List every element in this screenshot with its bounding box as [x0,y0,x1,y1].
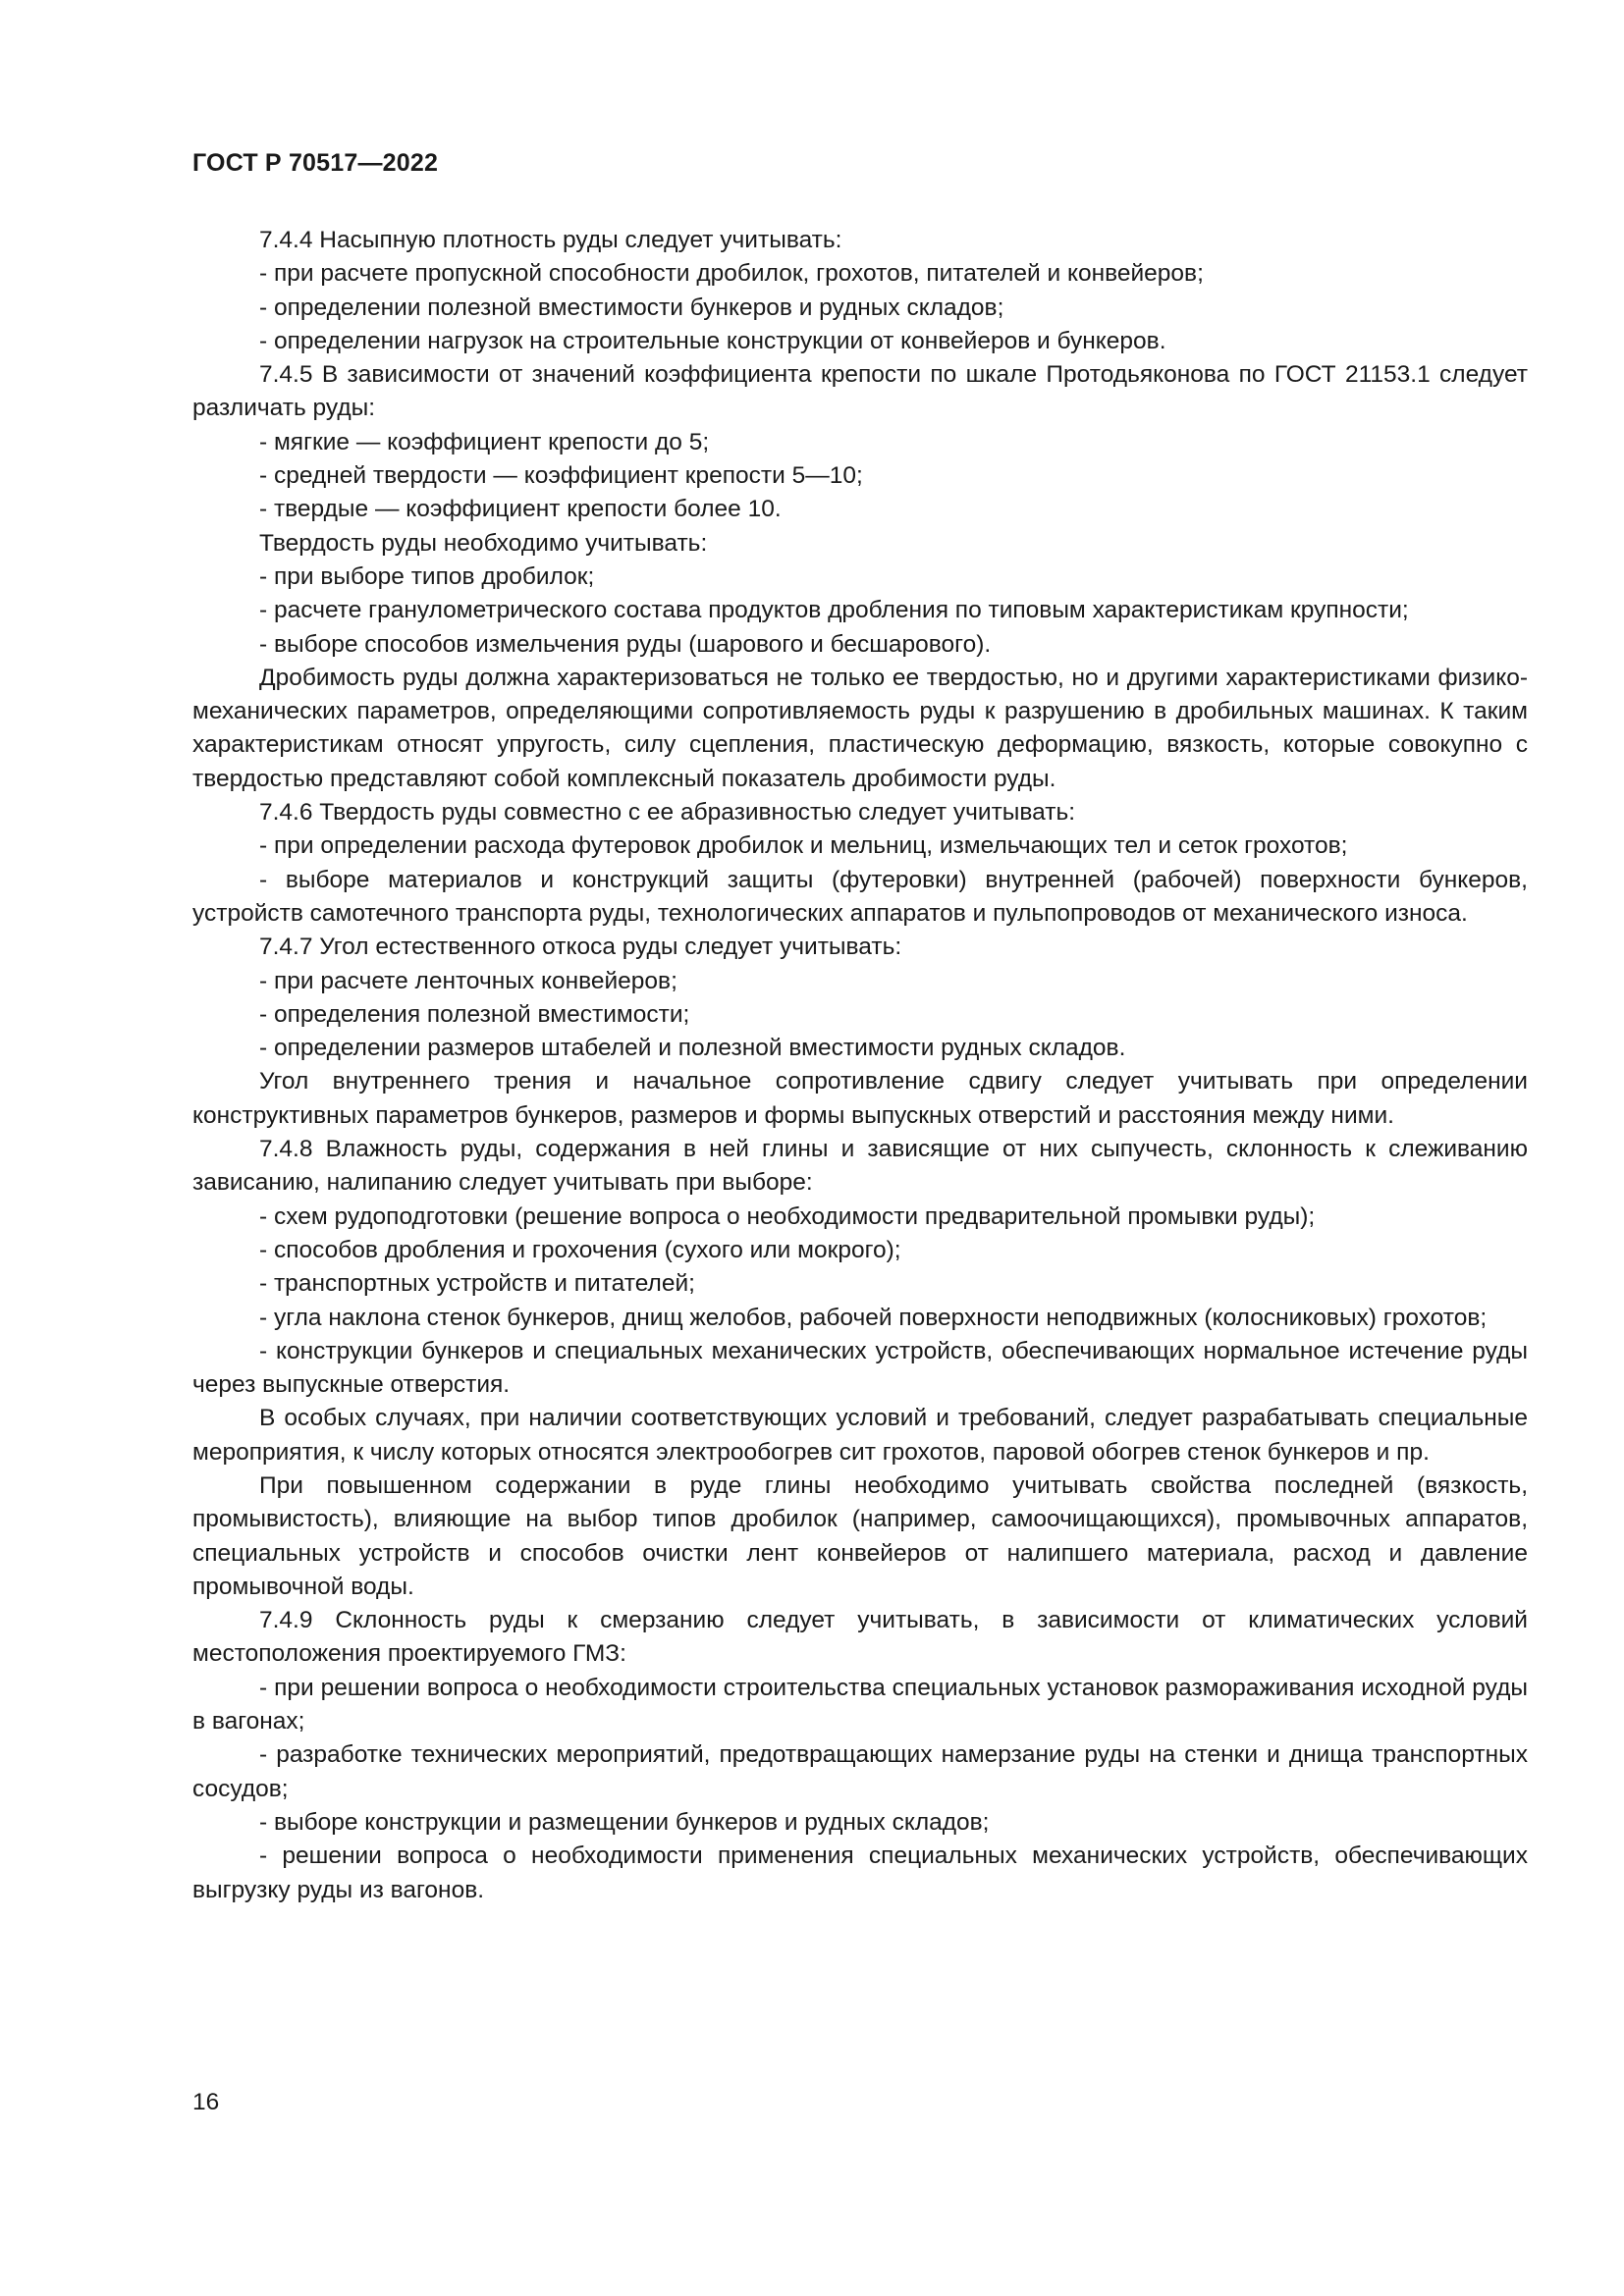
list-item: - при расчете пропускной способности дробилок, грохотов, питателей и конвейеров; [259,260,1204,288]
list-item: - определении нагрузок на строительные конструкции от конвейеров и бункеров. [259,327,1166,354]
list-item: - расчете гранулометрического состава продуктов дробления по типовым характеристикам крупности; [259,597,1409,624]
list-item: - при расчете ленточных конвейеров; [259,967,677,994]
list-item: - при определении расхода футеровок дробилок и мельниц, измельчающих тел и сеток грохотов; [259,832,1348,860]
page-number: 16 [192,2089,220,2115]
list-item: - конструкции бункеров и специальных механических устройств, обеспечивающих нормальное истечение руды через выпускные отверстия. [192,1337,1528,1399]
paragraph: 7.4.6 Твердость руды совместно с ее абразивностью следует учитывать: [259,799,1076,827]
paragraph: 7.4.8 Влажность руды, содержания в ней глины и зависящие от них сыпучесть, склонность к слеживанию зависанию, налипанию следует учитывать при выборе: [192,1136,1528,1197]
list-item: - определения полезной вместимости; [259,1000,690,1028]
paragraph: 7.4.7 Угол естественного откоса руды следует учитывать: [259,934,902,961]
list-item: - при решении вопроса о необходимости строительства специальных установок размораживания исходной руды в вагонах; [192,1674,1528,1735]
list-item: - выборе конструкции и размещении бункеров и рудных складов; [259,1808,990,1836]
list-item: - выборе способов измельчения руды (шарового и бесшарового). [259,630,992,658]
document-body [192,224,1528,1907]
list-item: - решении вопроса о необходимости применения специальных механических устройств, обеспечивающих выгрузку руды из вагонов. [192,1842,1528,1903]
list-item: - схем рудоподготовки (решение вопроса о необходимости предварительной промывки руды); [259,1202,1316,1230]
paragraph: При повышенном содержании в руде глины необходимо учитывать свойства последней (вязкость, промывистость), влияющие на выбор типов дробилок (например, самоочищающихся), промывочных аппаратов, специальных устройств и способов очистки лент конвейеров от налипшего материала, расход и давление промывочной воды. [192,1471,1528,1600]
paragraph: Дробимость руды должна характеризоваться не только ее твердостью, но и другими характеристиками физико-механических параметров, определяющими сопротивляемость руды к разрушению в дробильных машинах. К таким характеристикам относят упругость, силу сцепления, пластическую деформацию, вязкость, которые совокупно с твердостью представляют собой комплексный показатель дробимости руды. [192,664,1528,792]
paragraph: 7.4.5 В зависимости от значений коэффициента крепости по шкале Протодьяконова по ГОСТ 21153.1 следует различать руды: [192,361,1528,422]
paragraph: В особых случаях, при наличии соответствующих условий и требований, следует разрабатывать специальные мероприятия, к числу которых относятся электрообогрев сит грохотов, паровой обогрев стенок бункеров и пр. [192,1405,1528,1466]
paragraph: 7.4.9 Склонность руды к смерзанию следует учитывать, в зависимости от климатических условий местоположения проектируемого ГМЗ: [192,1607,1528,1668]
list-item: - способов дробления и грохочения (сухого или мокрого); [259,1236,901,1263]
document-header: ГОСТ Р 70517—2022 [192,149,439,177]
list-item: - транспортных устройств и питателей; [259,1270,695,1298]
list-item: - средней твердости — коэффициент крепости 5—10; [259,462,863,490]
paragraph: 7.4.4 Насыпную плотность руды следует учитывать: [259,227,842,253]
list-item: - при выборе типов дробилок; [259,562,595,590]
paragraph: Твердость руды необходимо учитывать: [259,529,708,557]
list-item: - разработке технических мероприятий, предотвращающих намерзание руды на стенки и днища транспортных сосудов; [192,1741,1528,1802]
list-item: - определении размеров штабелей и полезной вместимости рудных складов. [259,1035,1126,1062]
list-item: - твердые — коэффициент крепости более 10. [259,496,782,523]
list-item: - угла наклона стенок бункеров, днищ желобов, рабочей поверхности неподвижных (колосниковых) грохотов; [259,1304,1488,1331]
list-item: - мягкие — коэффициент крепости до 5; [259,428,710,455]
paragraph: Угол внутреннего трения и начальное сопротивление сдвигу следует учитывать при определении конструктивных параметров бункеров, размеров и формы выпускных отверстий и расстояния между ними. [192,1068,1528,1129]
list-item: - определении полезной вместимости бункеров и рудных складов; [259,294,1004,321]
list-item: - выборе материалов и конструкций защиты (футеровки) внутренней (рабочей) поверхности бункеров, устройств самотечного транспорта руды, технологических аппаратов и пульпопроводов от механического износа. [192,866,1528,927]
